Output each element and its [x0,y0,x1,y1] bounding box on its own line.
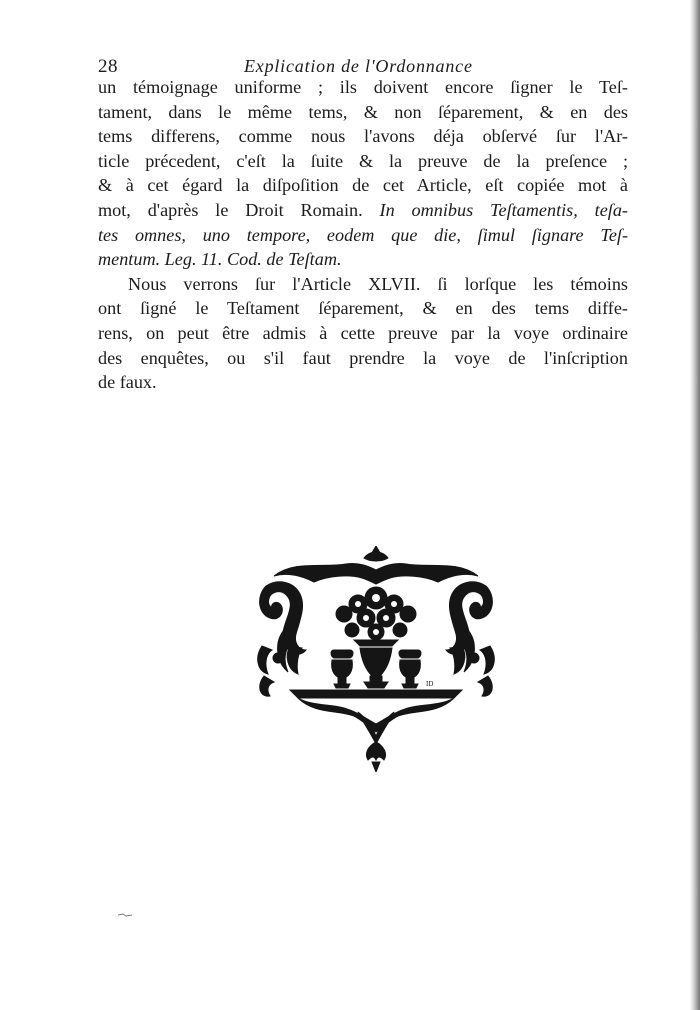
text-line: rens, on peut être admis à cette preuve par la voye ordinaire [98,322,628,343]
running-title: Explication de l'Ordonnance [244,56,473,76]
paragraph-2 [98,272,628,395]
text-line: Nous verrons ſur l'Article XLVII. ſi lorſque les témoins [128,273,628,294]
text-line: tems differens, comme nous l'avons déja obſervé ſur l'Ar- [98,126,628,147]
text-line: tament, dans le même tems, & non ſéparement, & en des [98,101,628,122]
page-edge-shadow [690,0,700,1010]
paragraph-1 [98,75,628,272]
page-number: 28 [98,56,118,77]
text-line: de faux. [98,372,157,393]
text-line: & à cet égard la diſpoſition de cet Article, eſt copiée mot à [98,175,628,196]
latin-quotation-line: tes omnes, uno tempore, eodem que die, ſimul ſignare Teſ- [98,224,628,245]
text-line: ticle précedent, c'eſt la ſuite & la preuve de la preſence ; [98,150,628,171]
text-fragment: mot, d'après le Droit Romain. [98,199,363,220]
text-line-with-latin [98,198,628,223]
text-line: ont ſigné le Teſtament ſéparement, & en des tems diffe- [98,298,628,319]
text-line: un témoignage uniforme ; ils doivent encore ſigner le Teſ- [98,77,628,97]
ink-speck [118,912,132,918]
body-text [98,75,628,395]
latin-quotation: In omnibus Teſtamentis, teſa- [379,199,628,220]
flower-basket-vignette-icon [254,546,498,772]
latin-citation-line: mentum. Leg. 11. Cod. de Teſtam. [98,249,342,270]
engraver-initials: ID [426,680,434,688]
text-line: des enquêtes, ou s'il faut prendre la voye de l'inſcription [98,347,628,368]
